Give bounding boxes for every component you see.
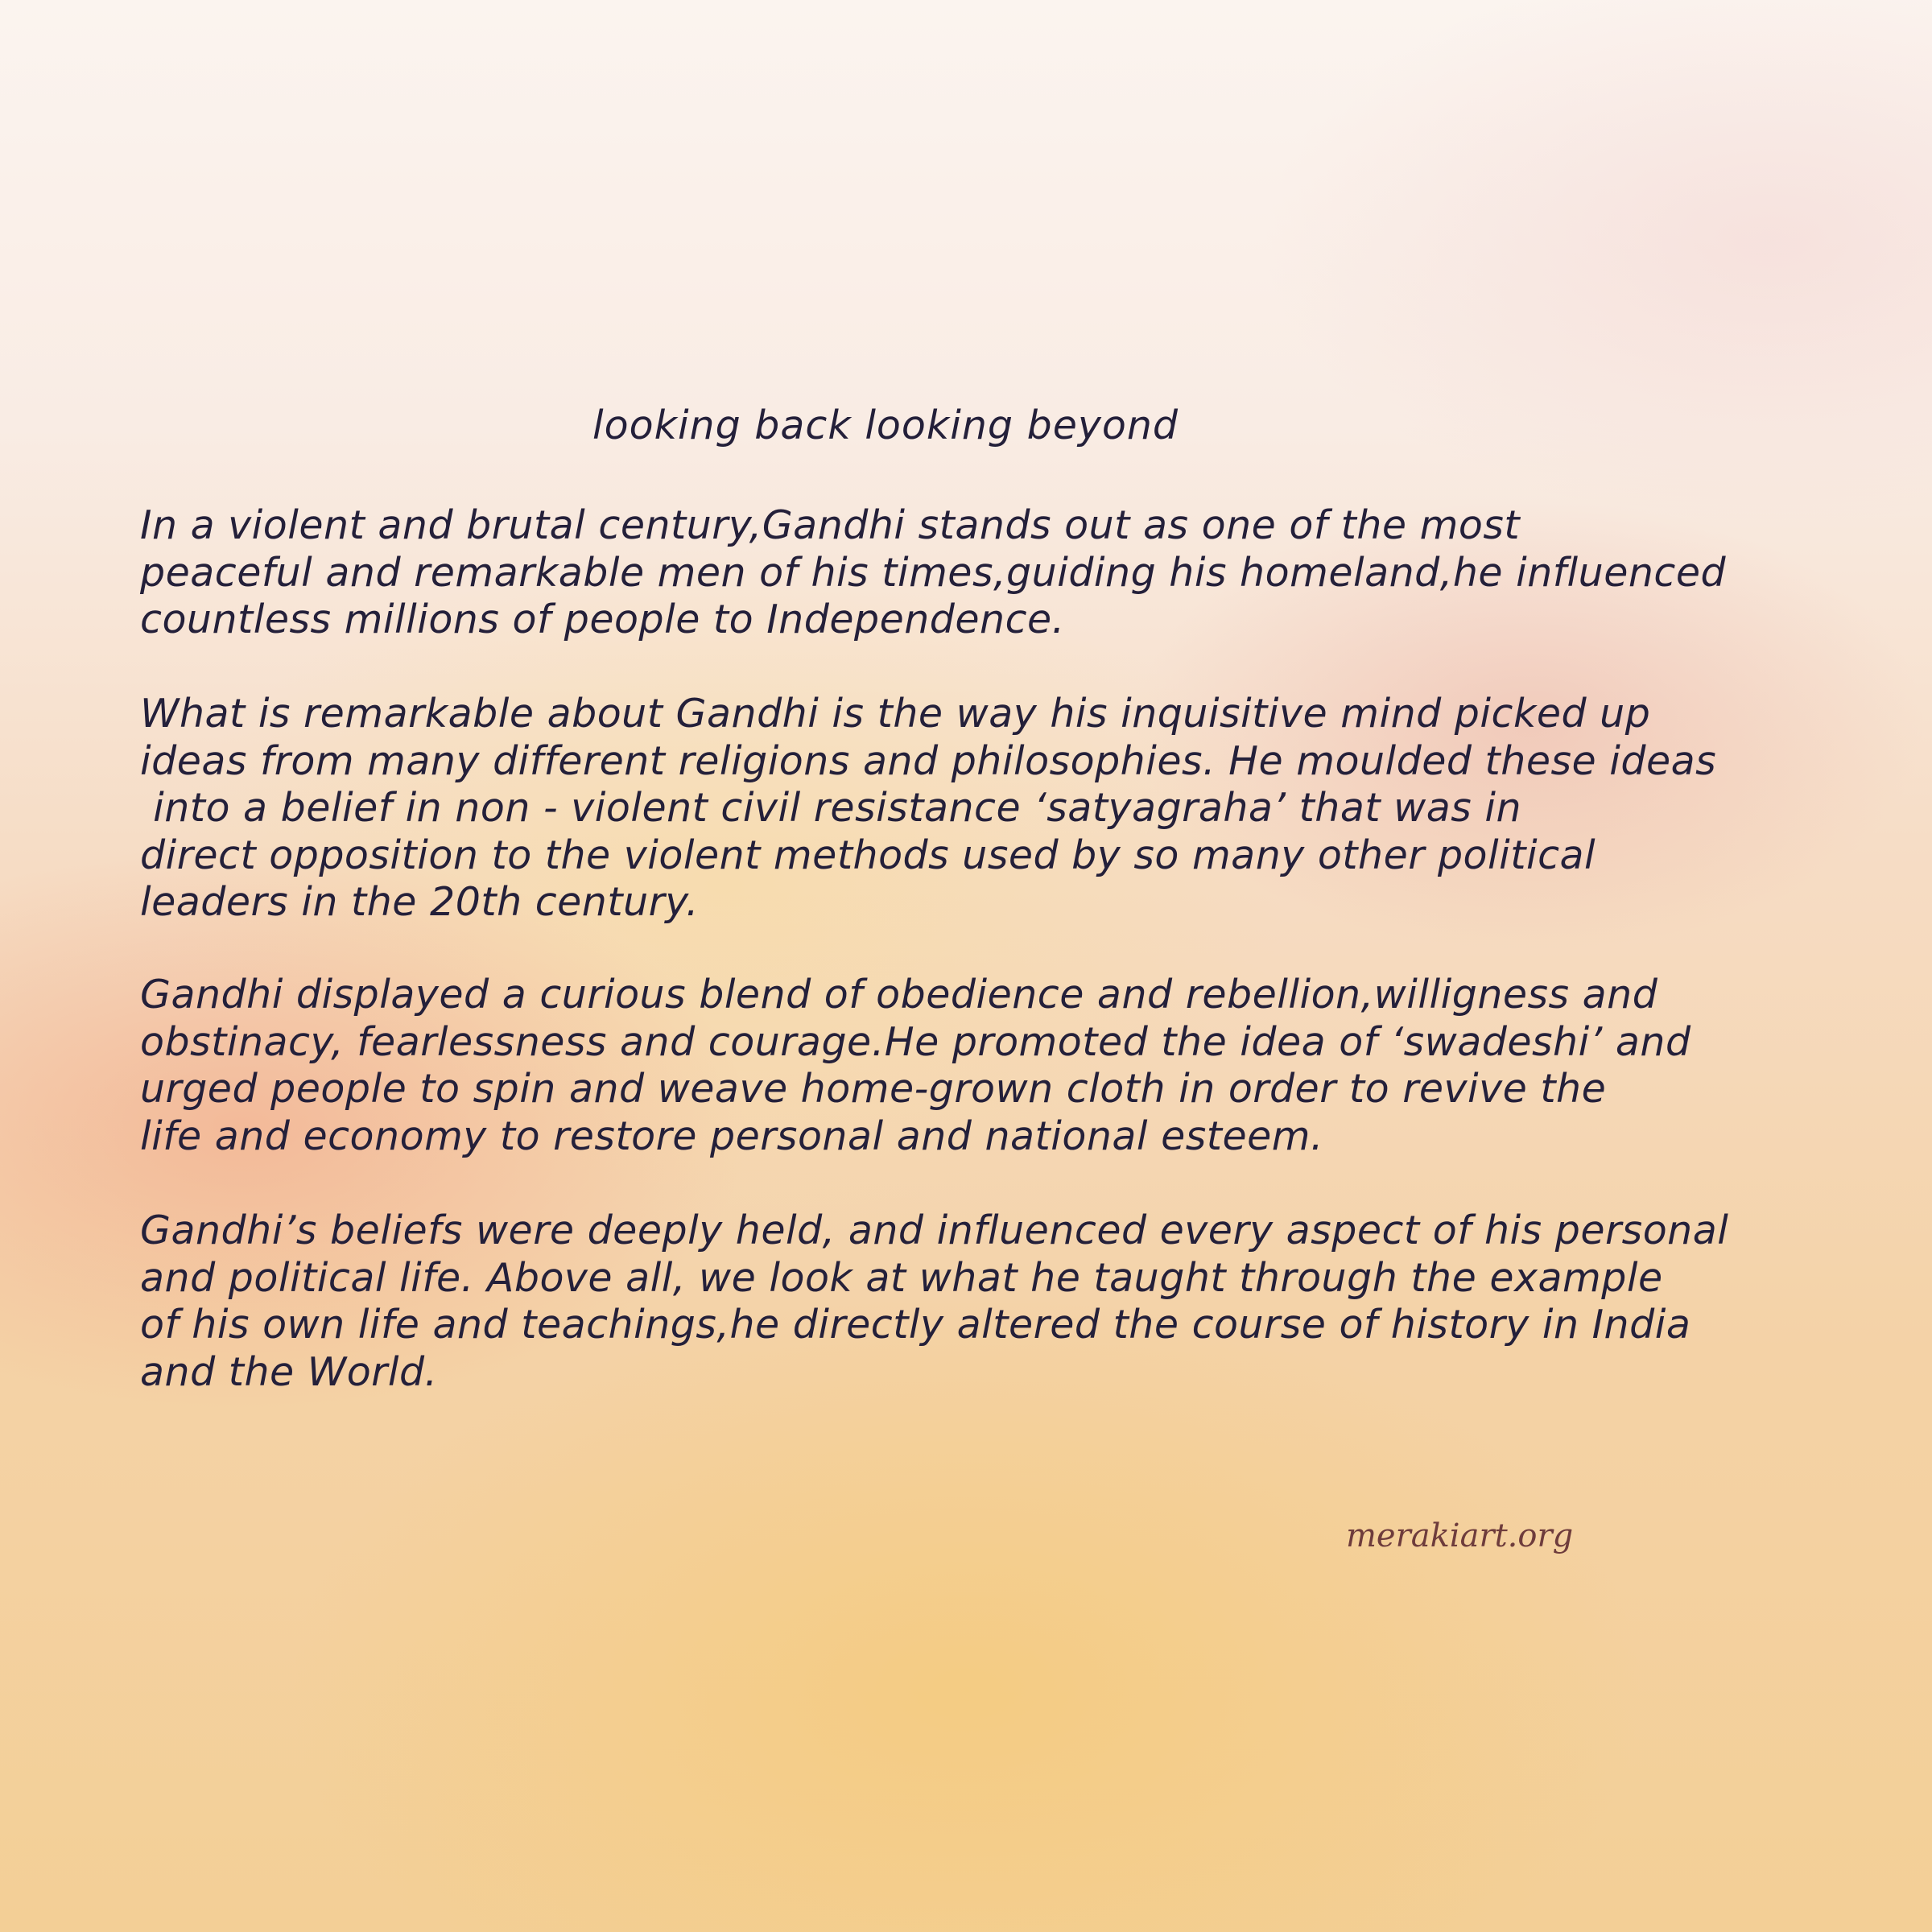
paragraph-line: and the World. [140,1348,438,1395]
paragraph-3 [140,972,1798,1160]
paragraph-line: Gandhi displayed a curious blend of obedience and rebellion,willigness and [140,972,1658,1018]
paragraph-line: and political life. Above all, we look at what he taught through the example [140,1254,1663,1301]
page-title: looking back looking beyond [592,402,1179,448]
paragraph-line: peaceful and remarkable men of his times,guiding his homeland,he influenced [140,549,1727,596]
paragraph-1 [140,502,1798,644]
paragraph-line: into a belief in non - violent civil resistance ‘satyagraha’ that was in [140,785,1522,831]
paragraph-line: urged people to spin and weave home-grown cloth in order to revive the [140,1066,1607,1112]
paragraph-line: obstinacy, fearlessness and courage.He promoted the idea of ‘swadeshi’ and [140,1018,1691,1065]
paragraph-line: In a violent and brutal century,Gandhi stands out as one of the most [140,502,1521,548]
paragraph-line: of his own life and teachings,he directly altered the course of history in India [140,1302,1691,1348]
paragraph-line: leaders in the 20th century. [140,879,700,925]
paragraph-line: Gandhi’s beliefs were deeply held, and influenced every aspect of his personal [140,1208,1729,1253]
paragraph-line: life and economy to restore personal and national esteem. [140,1113,1324,1159]
paragraph-line: direct opposition to the violent methods used by so many other political [140,832,1596,878]
paragraph-line: ideas from many different religions and philosophies. He moulded these ideas [140,737,1717,784]
paragraph-line: What is remarkable about Gandhi is the way his inquisitive mind picked up [140,691,1651,737]
paragraph-4 [140,1208,1798,1396]
paragraph-line: countless millions of people to Independence. [140,597,1065,642]
website-credit: merakiart.org [1346,1517,1574,1554]
paragraph-2 [140,691,1798,927]
